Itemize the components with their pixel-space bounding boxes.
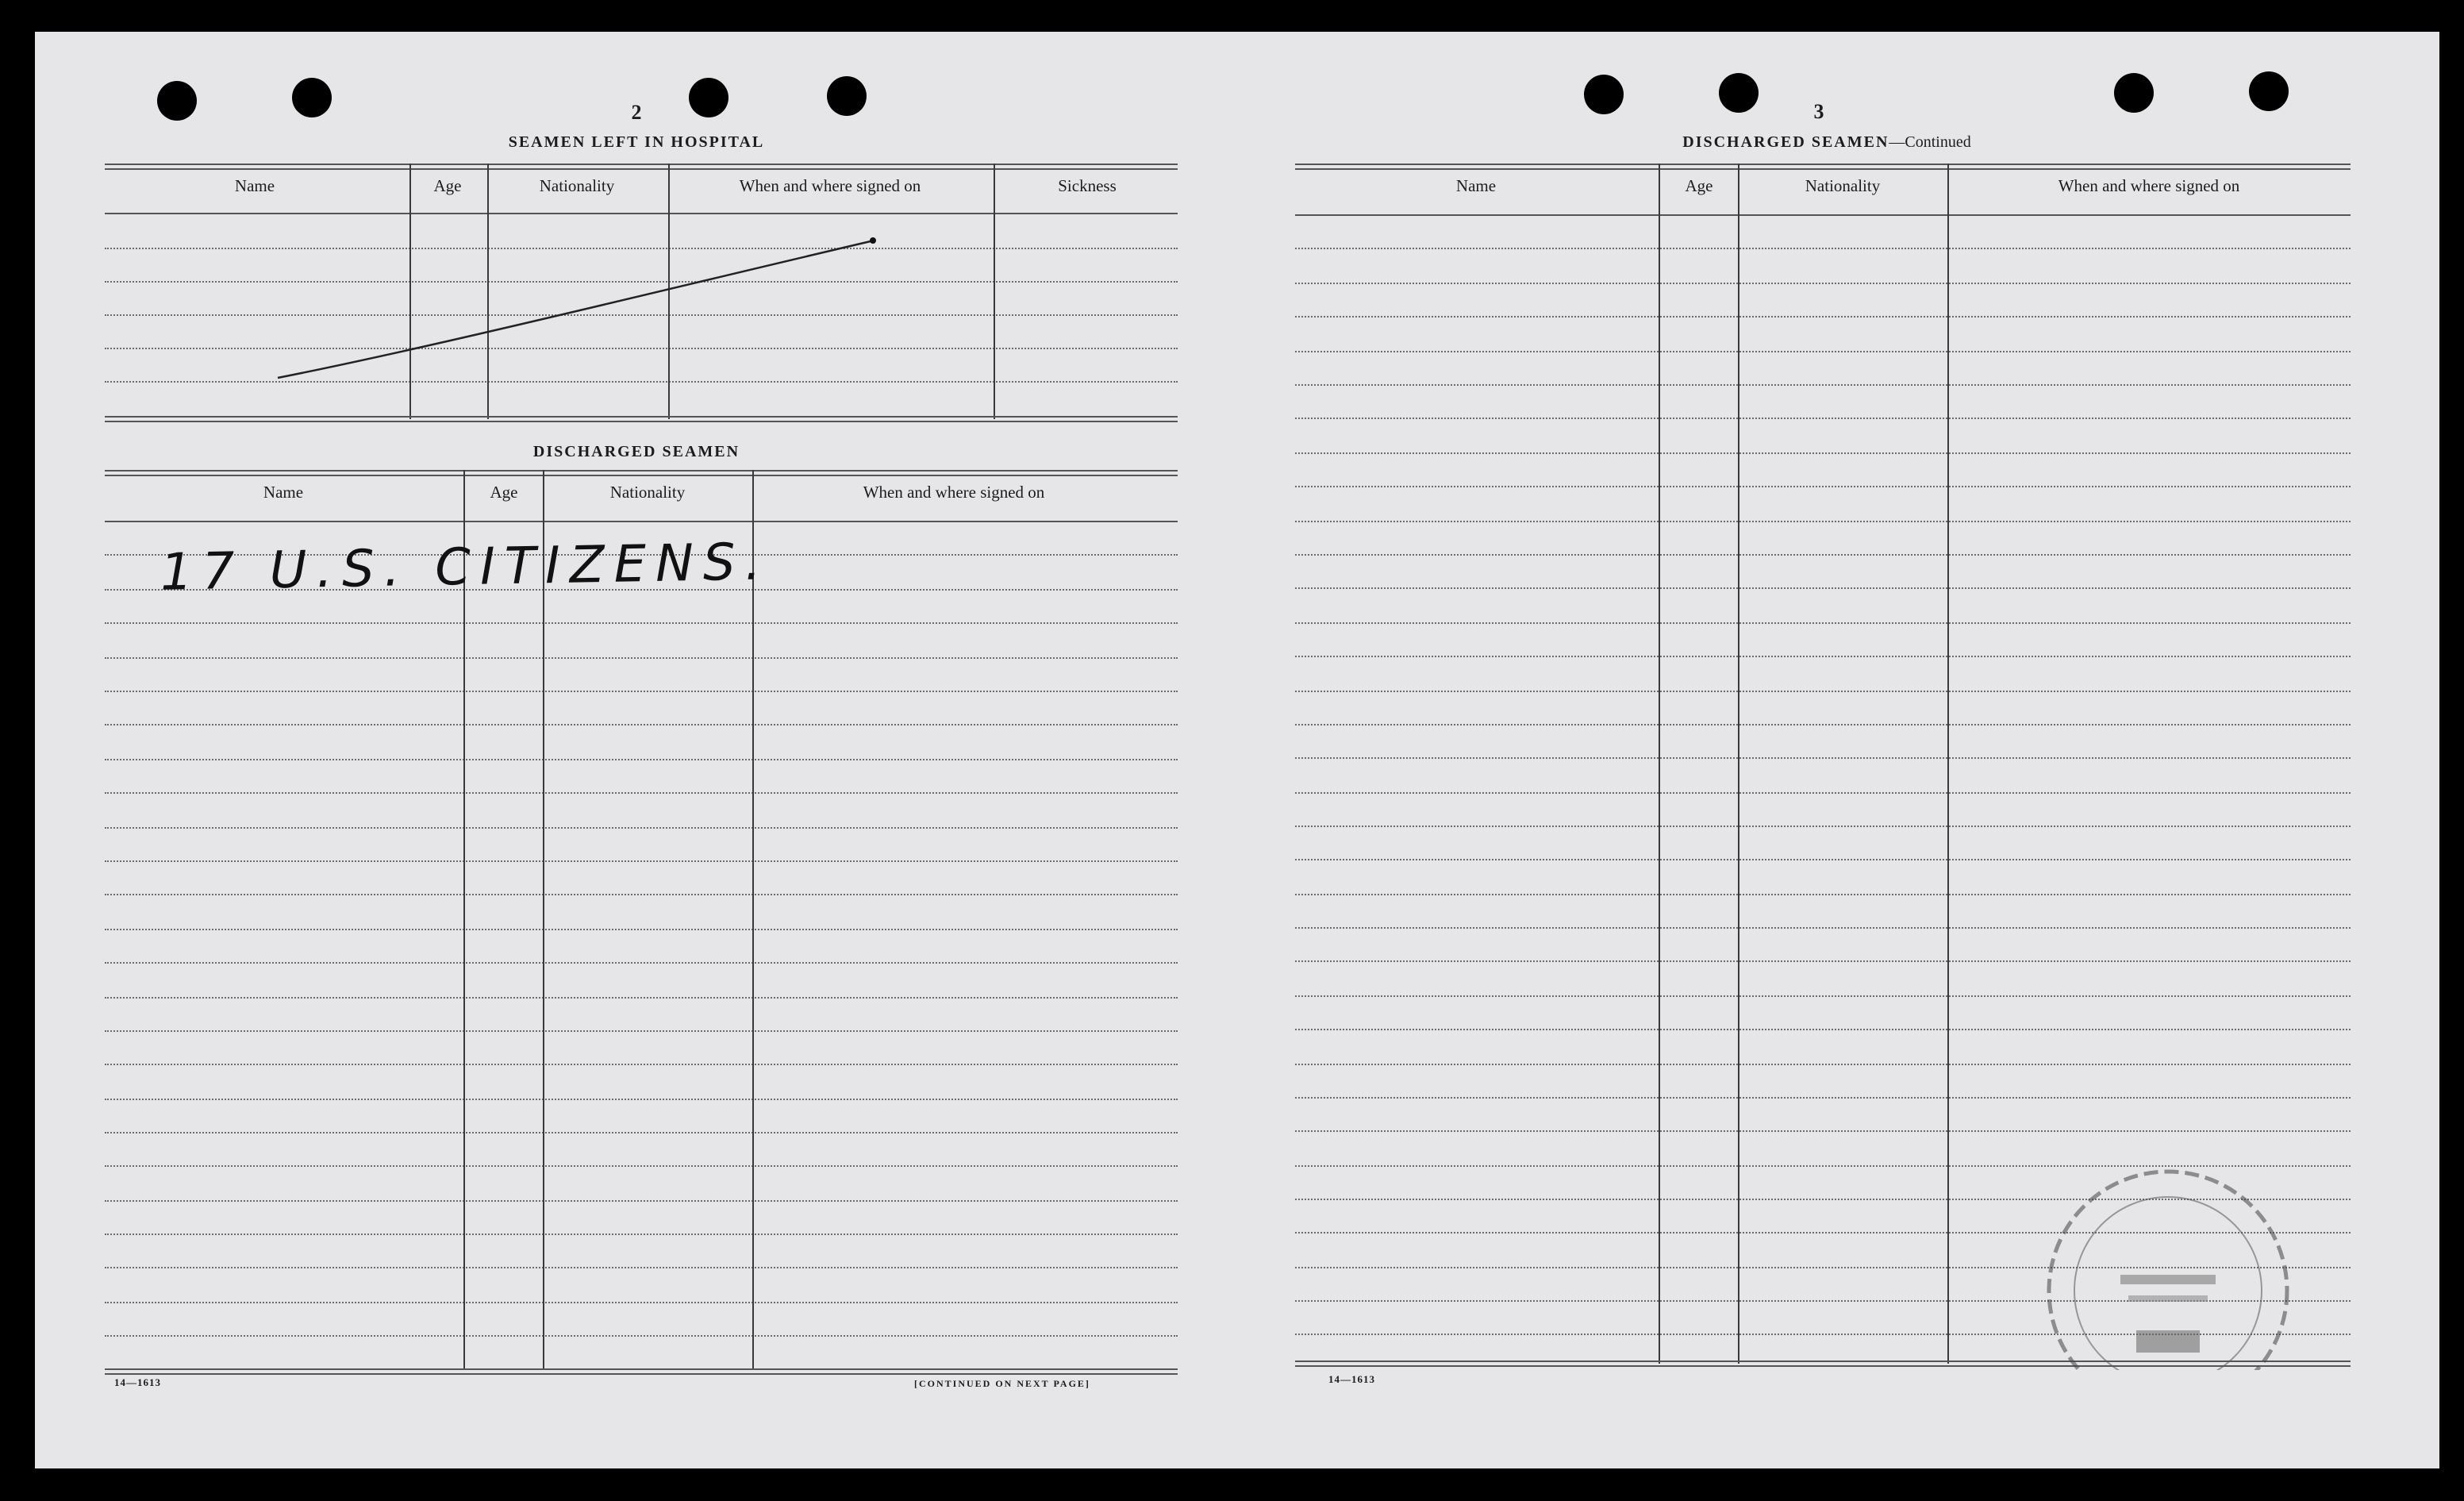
- title-main: DISCHARGED SEAMEN: [1682, 133, 1889, 151]
- document-paper: [35, 32, 2439, 1468]
- col-header-age: Age: [490, 483, 518, 502]
- continued-note: [CONTINUED ON NEXT PAGE]: [914, 1378, 1090, 1389]
- right-section-title: [1581, 133, 2073, 152]
- col-header-signed-on: When and where signed on: [739, 176, 921, 195]
- strike-through-line: [105, 164, 1178, 422]
- page-number: 2: [631, 101, 642, 124]
- col-header-signed-on: When and where signed on: [2058, 176, 2240, 195]
- col-header-signed-on: When and where signed on: [863, 483, 1045, 502]
- handwritten-entry: 17 U.S. CITIZENS.: [160, 533, 771, 602]
- form-number: 14—1613: [114, 1376, 161, 1388]
- title-suffix: —Continued: [1889, 133, 1971, 151]
- col-header-nationality: Nationality: [1805, 176, 1881, 195]
- col-header-sickness: Sickness: [1058, 176, 1117, 195]
- col-header-nationality: Nationality: [609, 483, 686, 502]
- form-number: 14—1613: [1328, 1373, 1375, 1385]
- col-header-name: Name: [1455, 176, 1497, 195]
- col-header-name: Name: [263, 483, 304, 502]
- right-page: [1295, 65, 2384, 1399]
- discharged-table: [105, 470, 1178, 1375]
- hospital-table: [105, 164, 1178, 422]
- page-number: 3: [1813, 100, 1824, 123]
- hospital-section-title: SEAMEN LEFT IN HOSPITAL: [508, 133, 765, 151]
- col-header-nationality: Nationality: [539, 176, 615, 195]
- col-header-name: Name: [234, 176, 275, 195]
- discharged-continued-table: [1295, 164, 2351, 1370]
- col-header-age: Age: [1685, 176, 1713, 195]
- discharged-section-title: DISCHARGED SEAMEN: [532, 443, 740, 460]
- col-header-age: Age: [433, 176, 462, 195]
- left-page: [105, 65, 1178, 1399]
- circular-stamp: [1295, 164, 2351, 1370]
